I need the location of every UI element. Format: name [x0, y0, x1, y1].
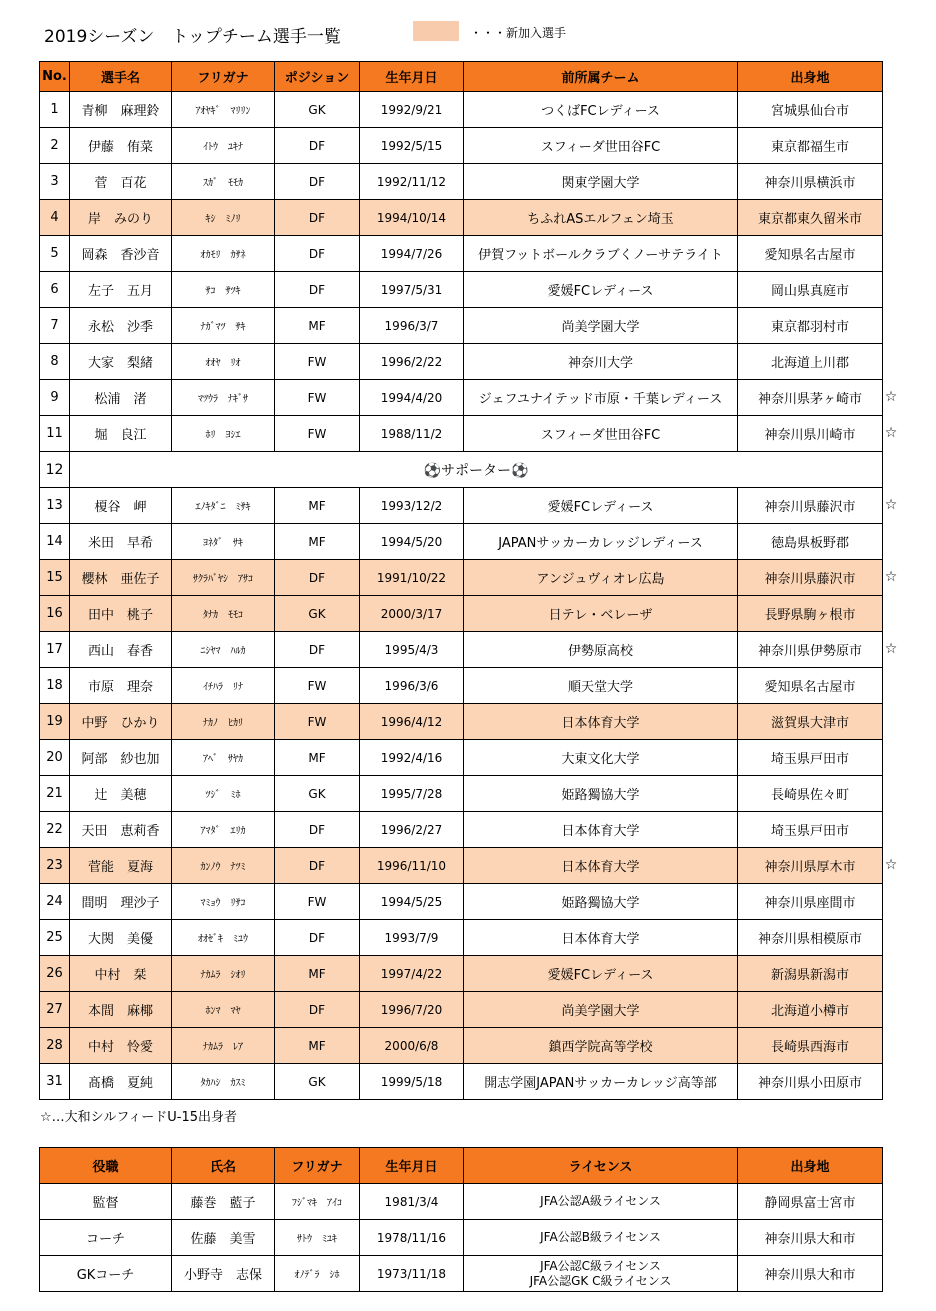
player-origin: 北海道小樽市 — [738, 992, 883, 1028]
player-dob: 1996/11/10 — [360, 848, 464, 884]
player-previous-team: 日本体育大学 — [464, 920, 738, 956]
col-header-previous-team: 前所属チーム — [464, 62, 738, 92]
staff-kana: ﾌｼﾞﾏｷ ｱｲｺ — [275, 1184, 360, 1220]
player-row — [40, 956, 883, 992]
new-player-legend-swatch — [413, 21, 459, 41]
player-kana: ｱﾍﾞ ｻﾔｶ — [172, 740, 275, 776]
player-previous-team: 開志学園JAPANサッカーカレッジ高等部 — [464, 1064, 738, 1100]
player-row — [40, 200, 883, 236]
player-row — [40, 632, 883, 668]
player-name: 永松 沙季 — [70, 308, 172, 344]
player-name: 櫻林 亜佐子 — [70, 560, 172, 596]
player-name: 天田 恵莉香 — [70, 812, 172, 848]
player-name: 岸 みのり — [70, 200, 172, 236]
youth-star-icon: ☆ — [884, 425, 898, 441]
player-row — [40, 596, 883, 632]
player-origin: 滋賀県大津市 — [738, 704, 883, 740]
player-origin: 東京都羽村市 — [738, 308, 883, 344]
player-name: 榎谷 岬 — [70, 488, 172, 524]
license-line: JFA公認GK C級ライセンス — [529, 1273, 672, 1288]
player-position: GK — [275, 776, 360, 812]
player-number: 4 — [40, 200, 70, 236]
youth-star-icon: ☆ — [884, 389, 898, 405]
player-dob: 1996/2/22 — [360, 344, 464, 380]
col-header-staff-kana: フリガナ — [275, 1148, 360, 1184]
col-header-staff-origin: 出身地 — [738, 1148, 883, 1184]
player-position: DF — [275, 560, 360, 596]
player-previous-team: 伊賀フットボールクラブくノーサテライト — [464, 236, 738, 272]
license-line: JFA公認A級ライセンス — [540, 1194, 661, 1208]
player-kana: ｱﾏﾀﾞ ｴﾘｶ — [172, 812, 275, 848]
player-position: FW — [275, 884, 360, 920]
player-position: FW — [275, 344, 360, 380]
player-number: 25 — [40, 920, 70, 956]
player-row — [40, 164, 883, 200]
player-row — [40, 128, 883, 164]
player-previous-team: 愛媛FCレディース — [464, 488, 738, 524]
player-kana: ｱｵﾔｷﾞ ﾏﾘﾘﾝ — [172, 92, 275, 128]
player-position: DF — [275, 236, 360, 272]
player-name: 菅能 夏海 — [70, 848, 172, 884]
youth-star-icon: ☆ — [884, 641, 898, 657]
player-number: 9 — [40, 380, 70, 416]
player-number: 24 — [40, 884, 70, 920]
player-name: 大関 美優 — [70, 920, 172, 956]
staff-origin: 神奈川県大和市 — [738, 1256, 883, 1292]
player-kana: ｲﾁﾊﾗ ﾘﾅ — [172, 668, 275, 704]
player-dob: 1995/7/28 — [360, 776, 464, 812]
player-row — [40, 236, 883, 272]
player-previous-team: つくばFCレディース — [464, 92, 738, 128]
player-previous-team: 関東学園大学 — [464, 164, 738, 200]
player-row — [40, 1028, 883, 1064]
player-name: 阿部 紗也加 — [70, 740, 172, 776]
player-number: 23 — [40, 848, 70, 884]
player-kana: ﾎﾘ ﾖｼｴ — [172, 416, 275, 452]
player-origin: 神奈川県小田原市 — [738, 1064, 883, 1100]
staff-name: 佐藤 美雪 — [172, 1220, 275, 1256]
player-row — [40, 524, 883, 560]
player-dob: 1994/10/14 — [360, 200, 464, 236]
player-position: GK — [275, 596, 360, 632]
player-origin: 神奈川県藤沢市 — [738, 488, 883, 524]
player-number: 2 — [40, 128, 70, 164]
col-header-kana: フリガナ — [172, 62, 275, 92]
player-position: DF — [275, 164, 360, 200]
player-number: 17 — [40, 632, 70, 668]
staff-dob: 1981/3/4 — [360, 1184, 464, 1220]
player-row — [40, 920, 883, 956]
staff-row — [40, 1184, 883, 1220]
player-kana: ｵｶﾓﾘ ｶｻﾈ — [172, 236, 275, 272]
player-dob: 1996/2/27 — [360, 812, 464, 848]
player-position: MF — [275, 956, 360, 992]
player-dob: 1994/7/26 — [360, 236, 464, 272]
player-origin: 神奈川県相模原市 — [738, 920, 883, 956]
player-dob: 2000/3/17 — [360, 596, 464, 632]
player-name: 岡森 香沙音 — [70, 236, 172, 272]
player-kana: ｻｸﾗﾊﾞﾔｼ ｱｻｺ — [172, 560, 275, 596]
player-name: 間明 理沙子 — [70, 884, 172, 920]
player-origin: 神奈川県茅ヶ崎市 — [738, 380, 883, 416]
player-position: DF — [275, 200, 360, 236]
player-position: DF — [275, 812, 360, 848]
player-name: 左子 五月 — [70, 272, 172, 308]
player-dob: 1996/7/20 — [360, 992, 464, 1028]
player-origin: 岡山県真庭市 — [738, 272, 883, 308]
player-row — [40, 776, 883, 812]
youth-star-icon: ☆ — [884, 497, 898, 513]
staff-header-row — [40, 1148, 883, 1184]
player-dob: 1999/5/18 — [360, 1064, 464, 1100]
player-number: 19 — [40, 704, 70, 740]
staff-origin: 静岡県富士宮市 — [738, 1184, 883, 1220]
player-previous-team: アンジュヴィオレ広島 — [464, 560, 738, 596]
staff-origin: 神奈川県大和市 — [738, 1220, 883, 1256]
player-origin: 神奈川県横浜市 — [738, 164, 883, 200]
player-kana: ﾏﾐｮｳ ﾘｻｺ — [172, 884, 275, 920]
player-position: DF — [275, 272, 360, 308]
player-origin: 神奈川県座間市 — [738, 884, 883, 920]
staff-name: 小野寺 志保 — [172, 1256, 275, 1292]
col-header-staff-name: 氏名 — [172, 1148, 275, 1184]
player-name: 辻 美穂 — [70, 776, 172, 812]
player-dob: 1994/5/20 — [360, 524, 464, 560]
col-header-license: ライセンス — [464, 1148, 738, 1184]
player-position: GK — [275, 1064, 360, 1100]
player-dob: 1996/4/12 — [360, 704, 464, 740]
player-number: 16 — [40, 596, 70, 632]
player-dob: 1996/3/7 — [360, 308, 464, 344]
player-dob: 1993/12/2 — [360, 488, 464, 524]
player-number: 20 — [40, 740, 70, 776]
player-origin: 愛知県名古屋市 — [738, 236, 883, 272]
player-row — [40, 344, 883, 380]
player-dob: 1992/11/12 — [360, 164, 464, 200]
player-number: 14 — [40, 524, 70, 560]
player-number: 5 — [40, 236, 70, 272]
player-origin: 長崎県西海市 — [738, 1028, 883, 1064]
player-name: 本間 麻椰 — [70, 992, 172, 1028]
player-name: 西山 春香 — [70, 632, 172, 668]
player-name: 堀 良江 — [70, 416, 172, 452]
player-dob: 1995/4/3 — [360, 632, 464, 668]
player-row — [40, 848, 883, 884]
player-kana: ﾅｶﾉ ﾋｶﾘ — [172, 704, 275, 740]
player-kana: ﾅｶﾑﾗ ｼｵﾘ — [172, 956, 275, 992]
player-row — [40, 416, 883, 452]
players-table — [39, 61, 883, 1100]
staff-role: GKコーチ — [40, 1256, 172, 1292]
player-origin: 神奈川県厚木市 — [738, 848, 883, 884]
player-number: 26 — [40, 956, 70, 992]
player-previous-team: 姫路獨協大学 — [464, 884, 738, 920]
player-position: FW — [275, 668, 360, 704]
player-name: 青柳 麻理鈴 — [70, 92, 172, 128]
player-previous-team: 日テレ・ベレーザ — [464, 596, 738, 632]
player-origin: 愛知県名古屋市 — [738, 668, 883, 704]
player-number: 12 — [40, 452, 70, 488]
player-kana: ｽｶﾞ ﾓﾓｶ — [172, 164, 275, 200]
player-position: DF — [275, 128, 360, 164]
player-previous-team: 姫路獨協大学 — [464, 776, 738, 812]
player-previous-team: ジェフユナイテッド市原・千葉レディース — [464, 380, 738, 416]
player-name: 中村 怜愛 — [70, 1028, 172, 1064]
player-name: 市原 理奈 — [70, 668, 172, 704]
player-dob: 1988/11/2 — [360, 416, 464, 452]
player-kana: ﾂｼﾞ ﾐﾎ — [172, 776, 275, 812]
player-number: 3 — [40, 164, 70, 200]
player-previous-team: 大東文化大学 — [464, 740, 738, 776]
player-name: 菅 百花 — [70, 164, 172, 200]
player-kana: ｵｵｾﾞｷ ﾐﾕｳ — [172, 920, 275, 956]
player-name: 伊藤 侑菜 — [70, 128, 172, 164]
player-origin: 新潟県新潟市 — [738, 956, 883, 992]
staff-role: コーチ — [40, 1220, 172, 1256]
player-position: DF — [275, 920, 360, 956]
player-dob: 1994/5/25 — [360, 884, 464, 920]
player-name: 髙橋 夏純 — [70, 1064, 172, 1100]
player-number: 7 — [40, 308, 70, 344]
staff-license — [464, 1184, 738, 1220]
player-row — [40, 380, 883, 416]
player-dob: 1992/5/15 — [360, 128, 464, 164]
player-row — [40, 488, 883, 524]
player-origin: 埼玉県戸田市 — [738, 740, 883, 776]
player-kana: ﾎﾝﾏ ﾏﾔ — [172, 992, 275, 1028]
player-name: 米田 早希 — [70, 524, 172, 560]
staff-name: 藤巻 藍子 — [172, 1184, 275, 1220]
player-position: MF — [275, 740, 360, 776]
player-kana: ﾖﾈﾀﾞ ｻｷ — [172, 524, 275, 560]
staff-kana: ｻﾄｳ ﾐﾕｷ — [275, 1220, 360, 1256]
player-origin: 神奈川県川崎市 — [738, 416, 883, 452]
col-header-dob: 生年月日 — [360, 62, 464, 92]
player-number: 13 — [40, 488, 70, 524]
player-origin: 埼玉県戸田市 — [738, 812, 883, 848]
player-number: 15 — [40, 560, 70, 596]
player-dob: 1992/9/21 — [360, 92, 464, 128]
col-header-role: 役職 — [40, 1148, 172, 1184]
player-kana: ｻｺ ｻﾂｷ — [172, 272, 275, 308]
player-previous-team: 神奈川大学 — [464, 344, 738, 380]
player-number: 18 — [40, 668, 70, 704]
player-position: MF — [275, 488, 360, 524]
player-row — [40, 92, 883, 128]
staff-row — [40, 1220, 883, 1256]
player-origin: 北海道上川郡 — [738, 344, 883, 380]
supporter-label: ⚽サポーター⚽ — [70, 452, 883, 488]
player-number: 8 — [40, 344, 70, 380]
staff-table — [39, 1147, 883, 1292]
player-dob: 2000/6/8 — [360, 1028, 464, 1064]
player-row — [40, 992, 883, 1028]
player-kana: ｴﾉｷﾀﾞﾆ ﾐｻｷ — [172, 488, 275, 524]
staff-dob: 1973/11/18 — [360, 1256, 464, 1292]
col-header-name: 選手名 — [70, 62, 172, 92]
player-dob: 1992/4/16 — [360, 740, 464, 776]
player-position: GK — [275, 92, 360, 128]
player-row — [40, 812, 883, 848]
player-kana: ﾆｼﾔﾏ ﾊﾙｶ — [172, 632, 275, 668]
player-kana: ｶﾝﾉｳ ﾅﾂﾐ — [172, 848, 275, 884]
player-kana: ﾅｶﾑﾗ ﾚｱ — [172, 1028, 275, 1064]
player-dob: 1991/10/22 — [360, 560, 464, 596]
player-dob: 1993/7/9 — [360, 920, 464, 956]
player-row — [40, 740, 883, 776]
staff-license — [464, 1220, 738, 1256]
player-kana: ｲﾄｳ ﾕｷﾅ — [172, 128, 275, 164]
player-position: DF — [275, 992, 360, 1028]
license-line: JFA公認B級ライセンス — [540, 1230, 661, 1244]
player-previous-team: 愛媛FCレディース — [464, 956, 738, 992]
license-line: JFA公認C級ライセンス — [540, 1258, 661, 1273]
player-row — [40, 308, 883, 344]
player-row — [40, 452, 883, 488]
player-origin: 長野県駒ヶ根市 — [738, 596, 883, 632]
player-dob: 1994/4/20 — [360, 380, 464, 416]
player-previous-team: 尚美学園大学 — [464, 308, 738, 344]
player-number: 6 — [40, 272, 70, 308]
player-dob: 1997/4/22 — [360, 956, 464, 992]
player-kana: ｵｵﾔ ﾘｵ — [172, 344, 275, 380]
player-origin: 長崎県佐々町 — [738, 776, 883, 812]
player-number: 22 — [40, 812, 70, 848]
player-row — [40, 272, 883, 308]
staff-row — [40, 1256, 883, 1292]
player-origin: 宮城県仙台市 — [738, 92, 883, 128]
player-previous-team: 日本体育大学 — [464, 848, 738, 884]
staff-role: 監督 — [40, 1184, 172, 1220]
staff-kana: ｵﾉﾃﾞﾗ ｼﾎ — [275, 1256, 360, 1292]
col-header-staff-dob: 生年月日 — [360, 1148, 464, 1184]
player-previous-team: 順天堂大学 — [464, 668, 738, 704]
player-previous-team: 伊勢原高校 — [464, 632, 738, 668]
player-origin: 東京都福生市 — [738, 128, 883, 164]
page-title: 2019シーズン トップチーム選手一覧 — [44, 27, 341, 47]
player-previous-team: ちふれASエルフェン埼玉 — [464, 200, 738, 236]
player-name: 田中 桃子 — [70, 596, 172, 632]
new-player-legend-text: ・・・新加入選手 — [470, 26, 567, 40]
player-dob: 1997/5/31 — [360, 272, 464, 308]
player-number: 28 — [40, 1028, 70, 1064]
player-previous-team: スフィーダ世田谷FC — [464, 416, 738, 452]
player-number: 11 — [40, 416, 70, 452]
player-kana: ﾀﾅｶ ﾓﾓｺ — [172, 596, 275, 632]
players-header-row — [40, 62, 883, 92]
player-origin: 徳島県板野郡 — [738, 524, 883, 560]
player-name: 松浦 渚 — [70, 380, 172, 416]
col-header-no: No. — [40, 62, 70, 92]
player-previous-team: スフィーダ世田谷FC — [464, 128, 738, 164]
staff-dob: 1978/11/16 — [360, 1220, 464, 1256]
player-kana: ﾅｶﾞﾏﾂ ｻｷ — [172, 308, 275, 344]
player-name: 中野 ひかり — [70, 704, 172, 740]
footnote: ☆…大和シルフィードU-15出身者 — [40, 1110, 238, 1125]
player-position: FW — [275, 380, 360, 416]
player-position: MF — [275, 524, 360, 560]
player-kana: ﾏﾂｳﾗ ﾅｷﾞｻ — [172, 380, 275, 416]
player-position: DF — [275, 848, 360, 884]
player-name: 大家 梨緒 — [70, 344, 172, 380]
player-previous-team: 尚美学園大学 — [464, 992, 738, 1028]
player-origin: 神奈川県伊勢原市 — [738, 632, 883, 668]
player-number: 31 — [40, 1064, 70, 1100]
player-position: FW — [275, 416, 360, 452]
player-previous-team: 日本体育大学 — [464, 704, 738, 740]
player-number: 21 — [40, 776, 70, 812]
player-previous-team: JAPANサッカーカレッジレディース — [464, 524, 738, 560]
player-origin: 東京都東久留米市 — [738, 200, 883, 236]
player-position: MF — [275, 1028, 360, 1064]
player-kana: ｷｼ ﾐﾉﾘ — [172, 200, 275, 236]
player-previous-team: 愛媛FCレディース — [464, 272, 738, 308]
youth-star-icon: ☆ — [884, 569, 898, 585]
player-number: 1 — [40, 92, 70, 128]
player-dob: 1996/3/6 — [360, 668, 464, 704]
player-row — [40, 560, 883, 596]
player-position: MF — [275, 308, 360, 344]
col-header-position: ポジション — [275, 62, 360, 92]
player-row — [40, 704, 883, 740]
player-row — [40, 668, 883, 704]
player-previous-team: 鎮西学院高等学校 — [464, 1028, 738, 1064]
youth-star-icon: ☆ — [884, 857, 898, 873]
player-position: DF — [275, 632, 360, 668]
player-name: 中村 栞 — [70, 956, 172, 992]
player-kana: ﾀｶﾊｼ ｶｽﾐ — [172, 1064, 275, 1100]
col-header-origin: 出身地 — [738, 62, 883, 92]
player-number: 27 — [40, 992, 70, 1028]
player-row — [40, 1064, 883, 1100]
player-origin: 神奈川県藤沢市 — [738, 560, 883, 596]
staff-license — [464, 1256, 738, 1292]
player-position: FW — [275, 704, 360, 740]
player-row — [40, 884, 883, 920]
player-previous-team: 日本体育大学 — [464, 812, 738, 848]
